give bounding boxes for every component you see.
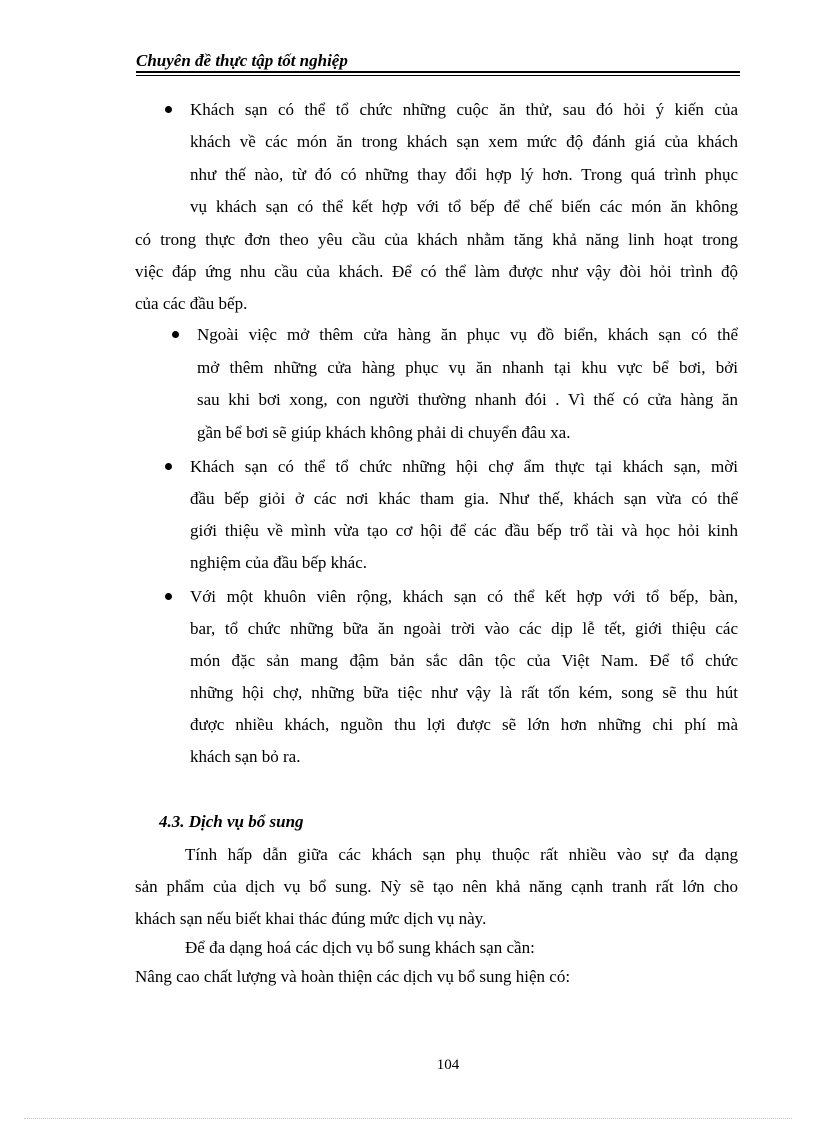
bullet-2-line-3: sau khi bơi xong, con người thường nhanh đói . Vì thế có cửa hàng ăn bbox=[197, 390, 738, 409]
bullet-4-line-6: khách sạn bỏ ra. bbox=[190, 747, 301, 766]
bullet-1-line-2: khách về các món ăn trong khách sạn xem mức độ đánh giá của khách bbox=[190, 132, 738, 151]
bullet-marker bbox=[165, 593, 172, 600]
bullet-3-line-1: Khách sạn có thể tổ chức những hội chợ ẩm thực tại khách sạn, mời bbox=[190, 457, 738, 476]
bullet-1-line-3: như thế nào, từ đó có những thay đổi hợp lý hơn. Trong quá trình phục bbox=[190, 165, 738, 184]
paragraph-line-3: khách sạn nếu biết khai thác đúng mức dịch vụ này. bbox=[135, 909, 487, 928]
bullet-3-line-4: nghiệm của đầu bếp khác. bbox=[190, 553, 368, 572]
footer-dotted-rule bbox=[24, 1118, 792, 1119]
bullet-4-line-5: được nhiều khách, nguồn thu lợi được sẽ lớn hơn những chi phí mà bbox=[190, 715, 738, 734]
section-heading: 4.3. Dịch vụ bổ sung bbox=[159, 812, 304, 831]
header-rule-thick bbox=[136, 71, 740, 73]
bullet-1-line-6: việc đáp ứng nhu cầu của khách. Để có thể làm được như vậy đòi hỏi trình độ bbox=[135, 262, 738, 281]
bullet-4-line-4: những hội chợ, những bữa tiệc như vậy là rất tốn kém, song sẽ thu hút bbox=[190, 683, 738, 702]
paragraph-line-1: Tính hấp dẫn giữa các khách sạn phụ thuộc rất nhiều vào sự đa dạng bbox=[185, 845, 738, 864]
bullet-4-line-2: bar, tổ chức những bữa ăn ngoài trời vào các dịp lễ tết, giới thiệu các bbox=[190, 619, 738, 638]
bullet-2-line-2: mở thêm những cửa hàng phục vụ ăn nhanh tại khu vực bể bơi, bởi bbox=[197, 358, 738, 377]
header-rule-thin bbox=[136, 75, 740, 76]
bullet-1-line-5: có trong thực đơn theo yêu cầu của khách nhằm tăng khả năng linh hoạt trong bbox=[135, 230, 738, 249]
running-header-title: Chuyên đề thực tập tốt nghiệp bbox=[136, 51, 348, 70]
paragraph-line-4: Để đa dạng hoá các dịch vụ bổ sung khách sạn cần: bbox=[185, 938, 535, 957]
bullet-marker bbox=[165, 463, 172, 470]
bullet-3-line-3: giới thiệu về mình vừa tạo cơ hội để các đầu bếp trổ tài và học hỏi kinh bbox=[190, 521, 738, 540]
bullet-3-line-2: đầu bếp giỏi ở các nơi khác tham gia. Như thế, khách sạn vừa có thể bbox=[190, 489, 738, 508]
bullet-marker bbox=[165, 106, 172, 113]
bullet-4-line-1: Với một khuôn viên rộng, khách sạn có thể kết hợp với tổ bếp, bàn, bbox=[190, 587, 738, 606]
bullet-marker bbox=[172, 331, 179, 338]
page-number: 104 bbox=[436, 1057, 460, 1073]
bullet-4-line-3: món đặc sản mang đậm bản sắc dân tộc của Việt Nam. Để tổ chức bbox=[190, 651, 738, 670]
bullet-2-line-4: gần bể bơi sẽ giúp khách không phải di chuyển đâu xa. bbox=[197, 423, 571, 442]
paragraph-line-5: Nâng cao chất lượng và hoàn thiện các dịch vụ bổ sung hiện có: bbox=[135, 967, 571, 986]
bullet-1-line-4: vụ khách sạn có thể kết hợp với tổ bếp để chế biến các món ăn không bbox=[190, 197, 738, 216]
bullet-1-line-7: của các đầu bếp. bbox=[135, 294, 248, 313]
paragraph-line-2: sản phẩm của dịch vụ bổ sung. Nỳ sẽ tạo nên khả năng cạnh tranh rất lớn cho bbox=[135, 877, 738, 896]
bullet-2-line-1: Ngoài việc mở thêm cửa hàng ăn phục vụ đồ biển, khách sạn có thể bbox=[197, 325, 738, 344]
bullet-1-line-1: Khách sạn có thể tổ chức những cuộc ăn thử, sau đó hỏi ý kiến của bbox=[190, 100, 738, 119]
